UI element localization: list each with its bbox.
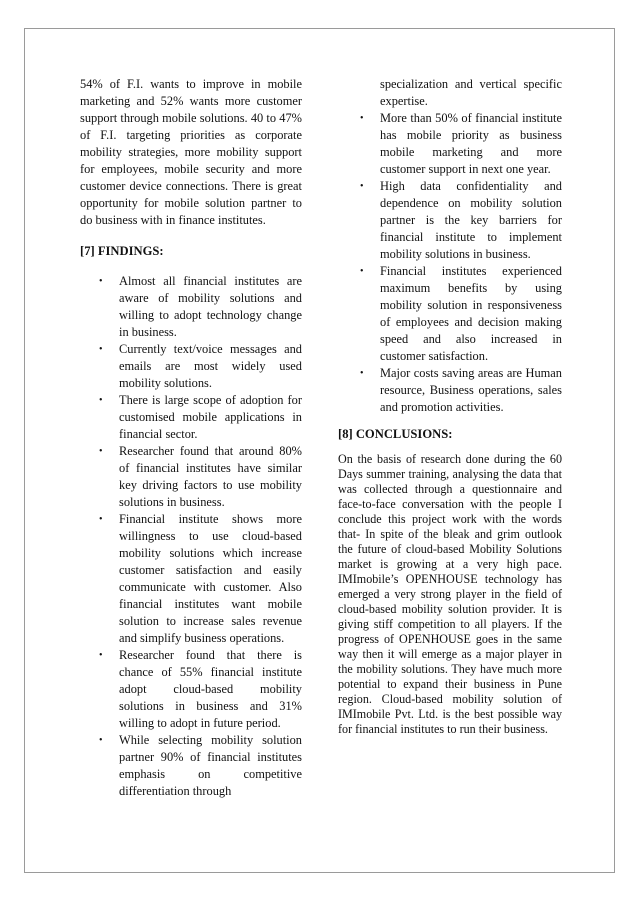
- bullet-icon: •: [99, 514, 103, 525]
- right-column: [338, 76, 562, 737]
- bullet-icon: •: [99, 276, 103, 287]
- bullet-icon: •: [360, 113, 364, 124]
- list-item: [80, 443, 302, 511]
- list-item-text: While selecting mobility solution partner 90% of financial institutes emphasis on competitive differentiation through: [119, 733, 302, 798]
- list-item: [338, 110, 562, 178]
- list-item-text: Researcher found that around 80% of financial institutes have similar key driving factors to use mobility solutions in business.: [119, 444, 302, 509]
- list-item-text: Researcher found that there is chance of 55% financial institute adopt cloud-based mobility solutions in business and 31% willing to adopt in future period.: [119, 648, 302, 730]
- findings-continuation: specialization and vertical specific expertise.: [380, 77, 562, 108]
- list-item-text: Financial institutes experienced maximum benefits by using mobility solution in responsiveness of employees and decision making speed and also increased in customer satisfaction.: [380, 264, 562, 363]
- list-item-text: Financial institute shows more willingness to use cloud-based mobility solutions which increase customer satisfaction and easily communicate with customer. Also financial institutes want mobile solution to increase sales revenue and simplify business operations.: [119, 512, 302, 645]
- bullet-icon: •: [99, 650, 103, 661]
- findings-list-left: [80, 273, 302, 800]
- bullet-icon: •: [360, 368, 364, 379]
- list-item-text: There is large scope of adoption for customised mobile applications in financial sector.: [119, 393, 302, 441]
- list-item: [80, 392, 302, 443]
- list-item: [338, 263, 562, 365]
- bullet-icon: •: [99, 395, 103, 406]
- list-item-text: Major costs saving areas are Human resource, Business operations, sales and promotion activities.: [380, 366, 562, 414]
- bullet-icon: •: [360, 181, 364, 192]
- list-item: [80, 341, 302, 392]
- bullet-icon: •: [360, 266, 364, 277]
- bullet-icon: •: [99, 735, 103, 746]
- list-item-text: High data confidentiality and dependence on mobility solution partner is the key barriers for financial institute to implement mobility solutions in business.: [380, 179, 562, 261]
- list-item: [338, 365, 562, 416]
- bullet-icon: •: [99, 344, 103, 355]
- findings-list-right: [338, 110, 562, 416]
- list-item-text: Almost all financial institutes are aware of mobility solutions and willing to adopt technology change in business.: [119, 274, 302, 339]
- list-item: [80, 732, 302, 800]
- list-item: [80, 647, 302, 732]
- bullet-icon: •: [99, 446, 103, 457]
- conclusions-heading: [8] CONCLUSIONS:: [338, 427, 453, 441]
- findings-heading: [7] FINDINGS:: [80, 244, 164, 258]
- left-column: [80, 76, 302, 800]
- list-item: [80, 273, 302, 341]
- list-item-text: More than 50% of financial institute has mobile priority as business mobile marketing and more customer support in next one year.: [380, 111, 562, 176]
- list-item: [338, 178, 562, 263]
- list-item-text: Currently text/voice messages and emails are most widely used mobility solutions.: [119, 342, 302, 390]
- conclusions-paragraph: On the basis of research done during the 60 Days summer training, analysing the data that was collected through a questionnaire and face-to-face conversation with the people I conclude this project work with the words that- In spite of the bleak and grim outlook the future of cloud-based Mobility Solutions market is growing at a very high pace. IMImobile’s OPENHOUSE technology has emerged a very strong player in the field of cloud-based mobility solution provider. It is giving stiff competition to all players. If the progress of OPENHOUSE goes in the same way then it will emerge as a major player in the mobility solutions. They have much more potential to expand their business in Pune region. Cloud-based mobility solution of IMImobile Pvt. Ltd. is the best possible way for financial institutes to run their business.: [338, 452, 562, 736]
- intro-paragraph: 54% of F.I. wants to improve in mobile marketing and 52% wants more customer support through mobile solutions. 40 to 47% of F.I. targeting priorities as corporate mobility strategies, more mobility support for employees, mobile security and more customer device connections. There is great opportunity for mobile solution partner to do business with in finance institutes.: [80, 77, 302, 227]
- list-item: [80, 511, 302, 647]
